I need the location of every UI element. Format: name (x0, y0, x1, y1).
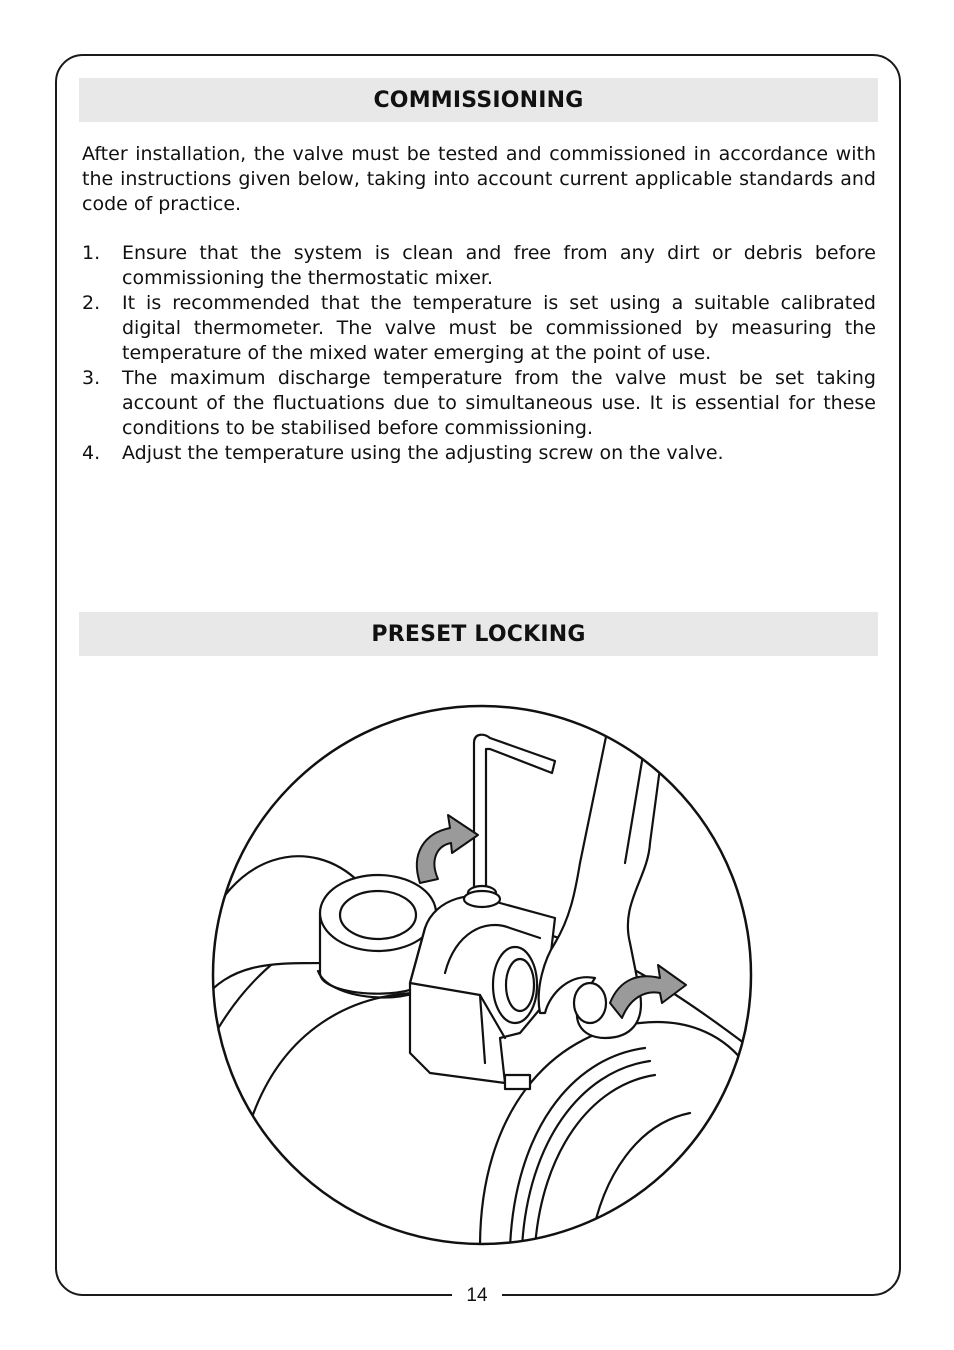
list-item (82, 291, 876, 366)
preset-locking-header (79, 612, 878, 656)
step-number: 2. (82, 292, 101, 314)
list-item (82, 241, 876, 291)
step-text: The maximum discharge temperature from the valve must be set taking account of the fluctuations due to simultaneous use. It is essential for these conditions to be stabilised before commissioning. (122, 367, 876, 439)
footer (0, 1283, 954, 1309)
commissioning-title: COMMISSIONING (373, 87, 584, 113)
step-text: Ensure that the system is clean and free from any dirt or debris before commissioning the thermostatic mixer. (122, 242, 876, 289)
page-number: 14 (452, 1283, 501, 1309)
preset-locking-title: PRESET LOCKING (371, 621, 586, 647)
list-item (82, 441, 876, 466)
commissioning-intro: After installation, the valve must be tested and commissioned in accordance with the instructions given below, taking into account current applicable standards and code of practice. (82, 143, 876, 215)
step-number: 3. (82, 367, 101, 389)
step-number: 4. (82, 442, 101, 464)
step-number: 1. (82, 242, 101, 264)
valve-preset-locking-illustration-icon (210, 703, 754, 1247)
list-item (82, 366, 876, 441)
step-text: Adjust the temperature using the adjusting screw on the valve. (122, 442, 724, 464)
commissioning-steps (82, 241, 876, 466)
step-text: It is recommended that the temperature is set using a suitable calibrated digital thermometer. The valve must be commissioned by measuring the temperature of the mixed water emerging at the point of use. (122, 292, 876, 364)
commissioning-header (79, 78, 878, 122)
